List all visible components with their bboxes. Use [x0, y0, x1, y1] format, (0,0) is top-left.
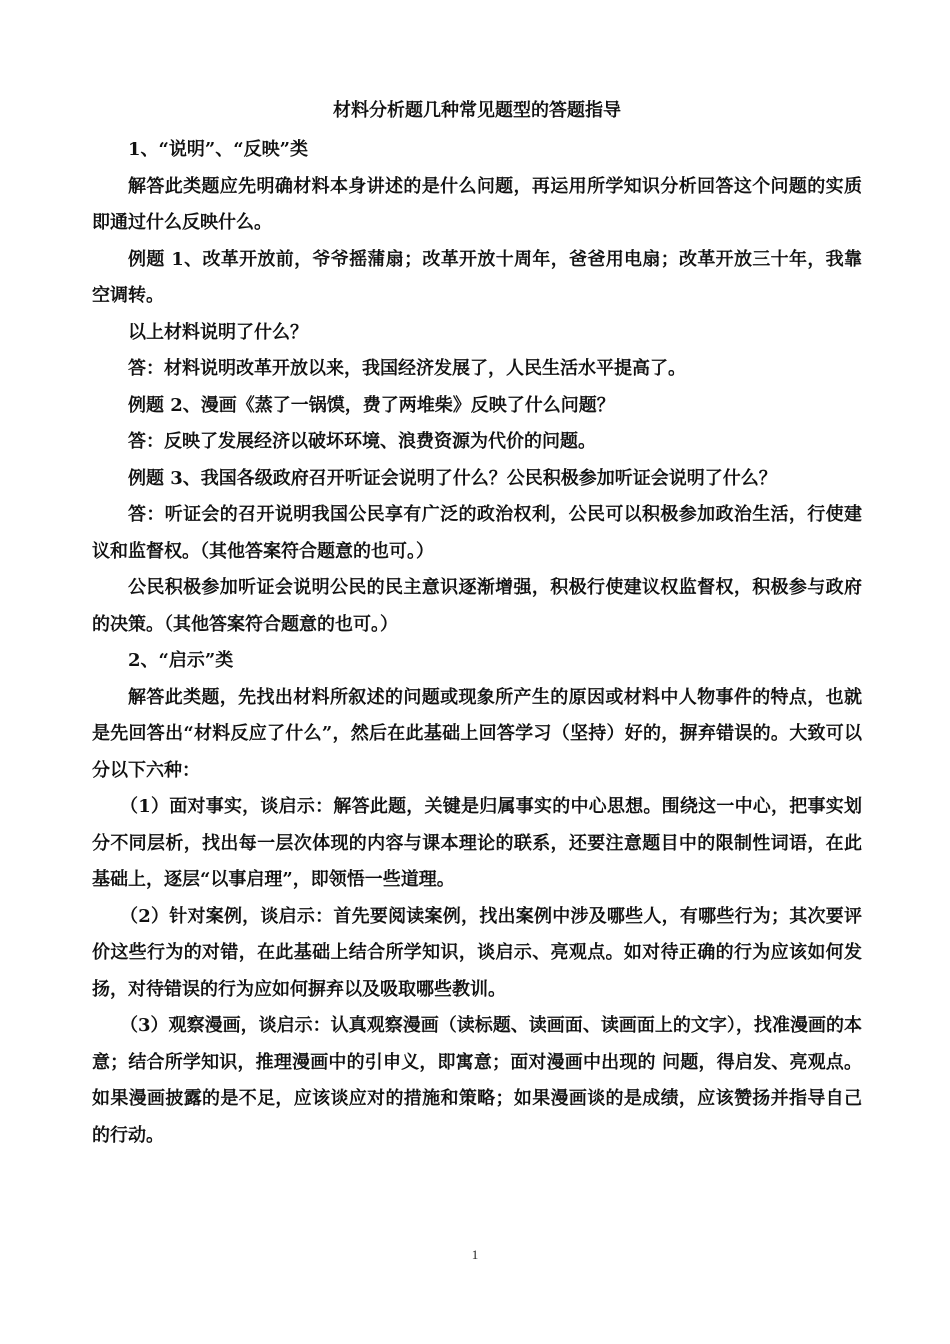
- section-1-description: 解答此类题应先明确材料本身讲述的是什么问题，再运用所学知识分析回答这个问题的实质即通过什么反映什么。: [92, 175, 862, 233]
- document-title: 材料分析题几种常见题型的答题指导: [333, 100, 621, 121]
- example-3-answer-part-2: 公民积极参加听证会说明公民的民主意识逐渐增强，积极行使建议权监督权，积极参与政府的决策。（其他答案符合题意的也可。）: [92, 577, 862, 635]
- example-2-answer: 答：反映了发展经济以破坏环境、浪费资源为代价的问题。: [128, 431, 596, 452]
- type-1-paragraph: （1）面对事实，谈启示：解答此题，关键是归属事实的中心思想。围绕这一中心，把事实划分不同层析，找出每一层次体现的内容与课本理论的联系，还要注意题目中的限制性词语，在此基础上，逐层“以事启理”，即领悟一些道理。: [92, 796, 862, 890]
- type-3-paragraph: （3）观察漫画，谈启示：认真观察漫画（读标题、读画面、读画面上的文字），找准漫画的本意；结合所学知识，推理漫画中的引申义，即寓意；面对漫画中出现的 问题，得启发、亮观点。如果漫画披露的是不足，应该谈应对的措施和策略；如果漫画谈的是成绩，应该赞扬并指导自己的行动。: [92, 1015, 862, 1146]
- document-body: [92, 98, 862, 1154]
- page-number: 1: [471, 1247, 479, 1262]
- example-1-question: 以上材料说明了什么？: [128, 321, 308, 343]
- example-1-answer: 答：材料说明改革开放以来，我国经济发展了，人民生活水平提高了。: [128, 358, 686, 379]
- section-heading-2: 2、“启示”类: [128, 650, 234, 671]
- example-2-text: 例题 2、漫画《蒸了一锅馍，费了两堆柴》反映了什么问题？: [128, 394, 615, 416]
- section-2-description: 解答此类题，先找出材料所叙述的问题或现象所产生的原因或材料中人物事件的特点，也就是先回答出“材料反应了什么”，然后在此基础上回答学习（坚持）好的，摒弃错误的。大致可以分以下六种：: [92, 686, 862, 781]
- example-3-text: 例题 3、我国各级政府召开听证会说明了什么？公民积极参加听证会说明了什么？: [128, 467, 777, 489]
- section-heading-1: 1、“说明”、“反映”类: [128, 139, 308, 160]
- example-1-text: 例题 1、改革开放前，爷爷摇蒲扇；改革开放十周年，爸爸用电扇；改革开放三十年，我靠空调转。: [92, 248, 862, 306]
- type-2-paragraph: （2）针对案例，谈启示：首先要阅读案例，找出案例中涉及哪些人，有哪些行为；其次要评价这些行为的对错，在此基础上结合所学知识，谈启示、亮观点。如对待正确的行为应该如何发扬，对待错误的行为应如何摒弃以及吸取哪些教训。: [92, 905, 862, 1000]
- example-3-answer-part-1: 答：听证会的召开说明我国公民享有广泛的政治权利，公民可以积极参加政治生活，行使建议和监督权。（其他答案符合题意的也可。）: [92, 504, 862, 562]
